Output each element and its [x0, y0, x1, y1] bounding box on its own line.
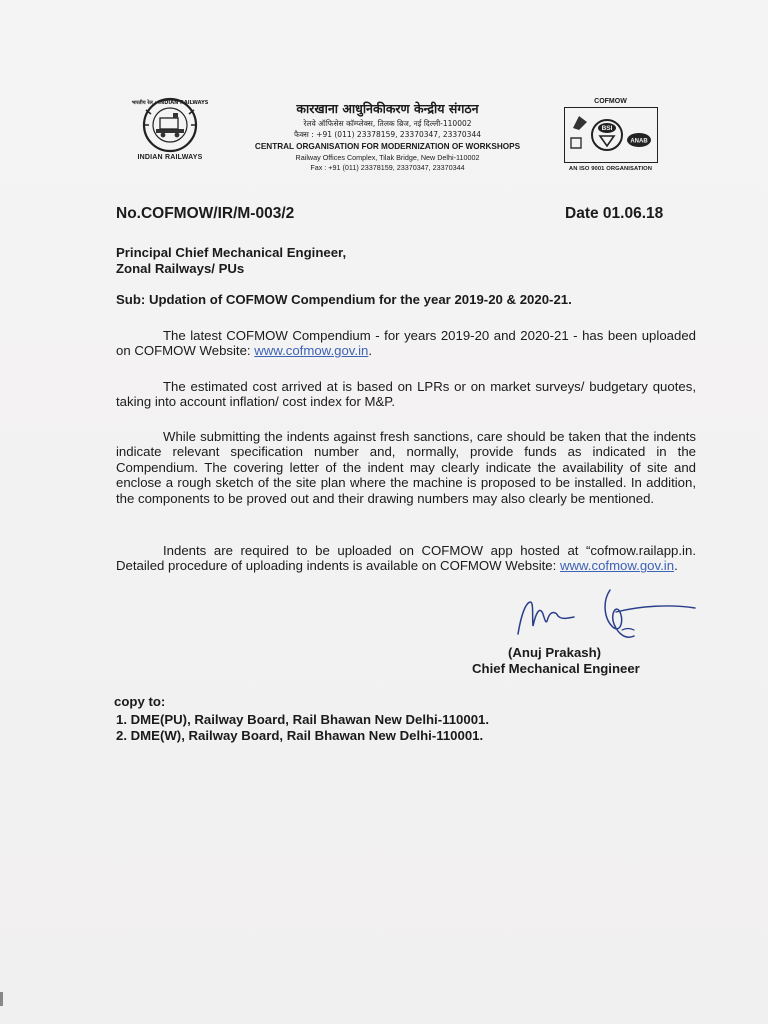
english-address: Railway Offices Complex, Tilak Bridge, New Delhi-110002 [295, 153, 480, 162]
certification-box [564, 107, 658, 163]
paragraph-2 [116, 379, 696, 410]
paragraph-1-end: . [368, 343, 373, 359]
cofmow-website-link-2[interactable]: www.cofmow.gov.in [559, 558, 675, 574]
paragraph-1-text: The latest COFMOW Compendium - for years 2019-20 and 2020-21 - has been uploaded on COFMOW Website: [116, 328, 696, 359]
copy-to-list [116, 712, 489, 744]
paragraph-4-end: . [674, 558, 678, 574]
hindi-fax: फैक्स : +91 (011) 23378159, 23370347, 23370344 [293, 130, 481, 139]
copy-to-item: 2. DME(W), Railway Board, Rail Bhawan New Delhi-110001. [116, 728, 484, 743]
addressee-line-1: Principal Chief Mechanical Engineer, [116, 245, 347, 260]
paragraph-2-text: The estimated cost arrived at is based on LPRs or on market surveys/ budgetary quotes, taking into account inflation/ cost index for M&P. [116, 379, 696, 410]
letter-date: Date 01.06.18 [565, 205, 664, 222]
hindi-address: रेलवे ऑफिसेस कॉम्प्लेक्स, तिलक ब्रिज, नई दिल्ली-110002 [303, 119, 472, 128]
emblem-ring-text: भारतीय रेल · INDIAN RAILWAYS [131, 100, 209, 106]
paragraph-4-text: Indents are required to be uploaded on COFMOW app hosted at “cofmow.railapp.in. Detailed procedure of uploading indents is available on COFMOW Website: [116, 543, 696, 574]
iso-caption: AN ISO 9001 ORGANISATION [568, 166, 653, 172]
paragraph-1 [116, 328, 696, 359]
paragraph-3 [116, 429, 696, 506]
addressee [116, 245, 346, 277]
paragraph-3-text: While submitting the indents against fresh sanctions, care should be taken that the indents indicate relevant specification number and, normally, provide funds as indicated in the Compendium. The covering letter of the indent may clearly indicate the availability of site and enclose a rough sketch of the site plan where the machine is proposed to be installed. In addition, the components to be proved out and their drawing numbers may also clearly be mentioned. [116, 429, 696, 506]
indian-railways-emblem-icon [130, 96, 210, 156]
bsi-kitemark-icon [592, 120, 622, 150]
cofmow-logo-title: COFMOW [594, 98, 627, 105]
signatory-designation: Chief Mechanical Engineer [472, 661, 640, 676]
subject-line: Sub: Updation of COFMOW Compendium for the year 2019-20 & 2020-21. [116, 292, 572, 307]
anab-logo-icon [627, 133, 651, 147]
paragraph-4 [116, 543, 696, 574]
addressee-line-2: Zonal Railways/ PUs [116, 261, 245, 276]
reference-number: No.COFMOW/IR/M-003/2 [116, 205, 295, 222]
copy-to-label: copy to: [114, 694, 166, 709]
copy-to-item: 1. DME(PU), Railway Board, Rail Bhawan New Delhi-110001. [116, 712, 490, 727]
anab-text: ANAB [629, 138, 648, 145]
cofmow-emblem-icon [571, 116, 587, 148]
english-fax: Fax : +91 (011) 23378159, 23370347, 23370344 [310, 163, 465, 172]
handwritten-signature [510, 582, 700, 646]
indian-railways-logo [120, 96, 210, 166]
letterhead-text [215, 101, 560, 173]
hindi-org-name: कारखाना आधुनिकीकरण केन्द्रीय संगठन [296, 101, 479, 116]
bsi-text: BSI [601, 125, 612, 132]
cofmow-website-link[interactable]: www.cofmow.gov.in [254, 343, 369, 359]
indian-railways-caption: INDIAN RAILWAYS [137, 154, 203, 161]
scan-edge-mark [0, 992, 3, 1006]
english-org-name: CENTRAL ORGANISATION FOR MODERNIZATION OF WORKSHOPS [254, 142, 521, 151]
signatory-name: (Anuj Prakash) [508, 645, 602, 660]
cofmow-certification-logo [563, 97, 658, 175]
